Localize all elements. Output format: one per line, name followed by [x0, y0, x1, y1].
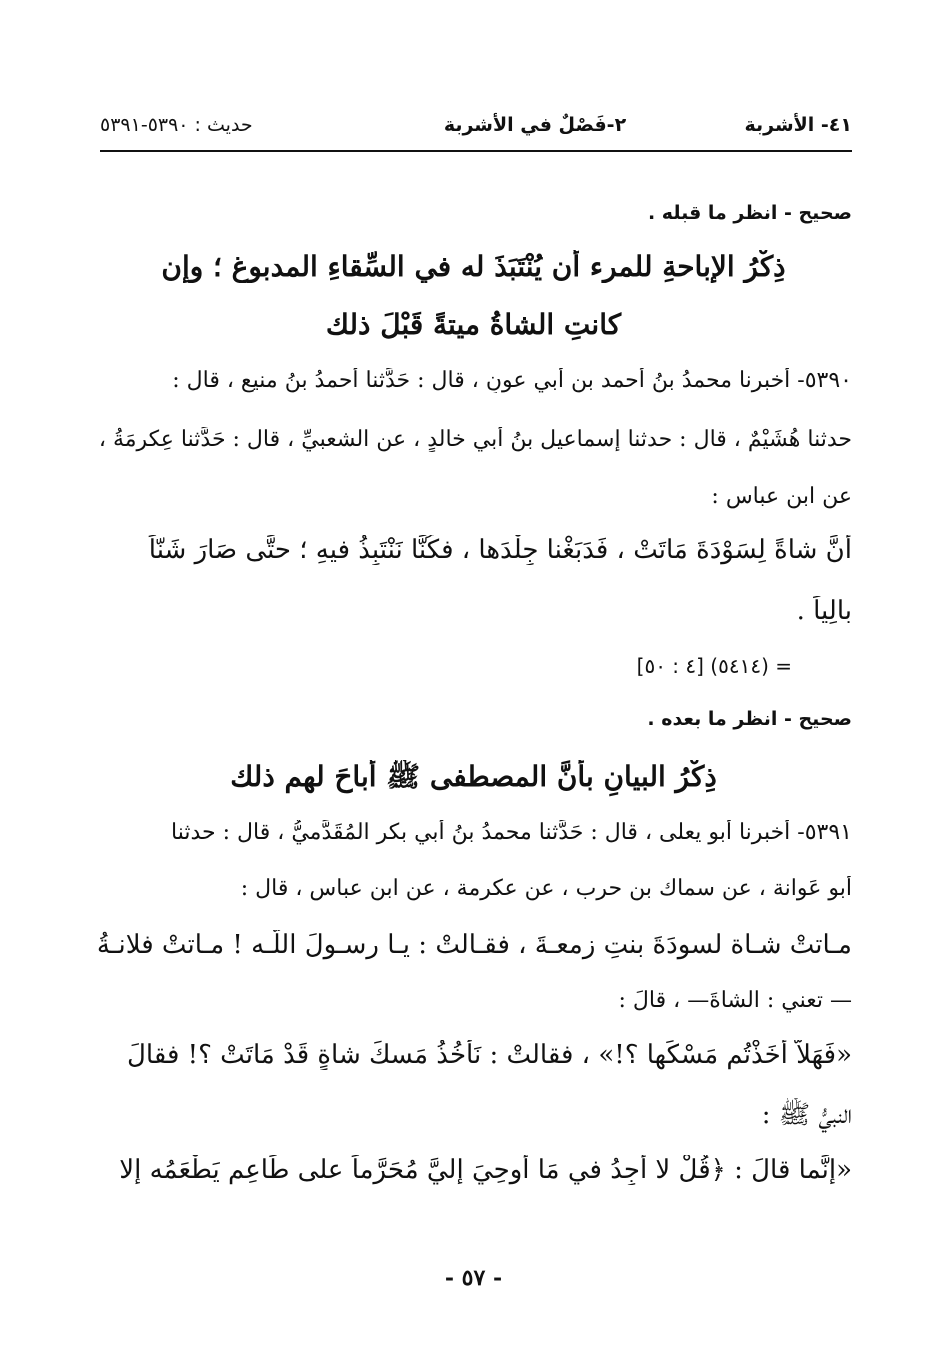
chapter-heading: كانتِ الشاةُ ميتةً قَبْلَ ذلك [325, 308, 622, 341]
hadith-text: مـاتتْ شـاة لسودَةَ بنتِ زمعـةَ ، فقـالتْ : يـا رسـولَ اللّـه ! مـاتتْ فلانـةُ [96, 930, 852, 960]
isnad-line: ٥٣٩٠- أخبرنا محمدُ بنُ أحمد بن أبي عونٍ ، قال : حَدَّثنا أحمدُ بنُ منيعٍ ، قال : [172, 368, 852, 393]
hadith-range: حديث : ٥٣٩٠-٥٣٩١ [100, 114, 253, 136]
isnad-line: حدثنا هُشَيْمٌ ، قال : حدثنا إسماعيل بنُ أبي خالدٍ ، عن الشعبيِّ ، قال : حَدَّثنا عِكرمَةُ ، [98, 427, 852, 452]
chapter-heading: ذِكْرُ البيانِ بأنَّ المصطفى ﷺ أباحَ لهم ذلك [230, 760, 717, 793]
grade-note: صحيح - انظر ما قبله . [647, 202, 852, 224]
hadith-text: أنَّ شاةً لِسَوْدَةَ مَاتَتْ ، فَدَبَغْنا جِلْدَها ، فكُنَّا نَنْتَبِذُ فيهِ ؛ حتَّى صَارَ شَنّاً [148, 535, 852, 565]
cross-reference: = (٥٤١٤) [٤ : ٥٠] [636, 654, 792, 678]
hadith-text: النبيُّ ﷺ : [761, 1100, 852, 1130]
running-header [100, 108, 852, 148]
hadith-text: «إنَّما قالَ : ﴿قُلْ لا أَجِدُ في مَا أُوحِيَ إليَّ مُحَرَّماً على طَاعِمٍ يَطْعَمُه إلا [119, 1155, 852, 1185]
isnad-line: عن ابنِ عباس : [711, 484, 852, 509]
hadith-text: — تعني : الشاةَ— ، قالَ : [618, 988, 852, 1013]
isnad-line: ٥٣٩١- أخبرنا أبو يعلى ، قال : حَدَّثنا محمدُ بنُ أبي بكر المُقَدَّميُّ ، قال : حدثنا [171, 820, 852, 845]
section-title: ٢-فَصْلٌ في الأشربة [443, 114, 627, 136]
isnad-line: أبو عَوانة ، عن سماك بن حرب ، عن عكرمة ، عن ابن عباس ، قال : [240, 876, 852, 901]
chapter-title: ٤١- الأشربة [744, 114, 852, 136]
hadith-text: «فَهَلاَّ أَخَذْتُم مَسْكَها ؟!» ، فقالتْ : نَأْخُذُ مَسكَ شاةٍ قَدْ مَاتَتْ ؟! فقالَ [127, 1040, 852, 1070]
page-number: - ٥٧ - [444, 1265, 503, 1291]
grade-note: صحيح - انظر ما بعده . [647, 708, 852, 730]
hadith-text: بالِياً . [796, 596, 852, 626]
header-rule [100, 150, 852, 152]
chapter-heading: ذِكْرُ الإباحةِ للمرء أن يُنْتَبَذَ له في السِّقاءِ المدبوغ ؛ وإن [161, 250, 786, 283]
